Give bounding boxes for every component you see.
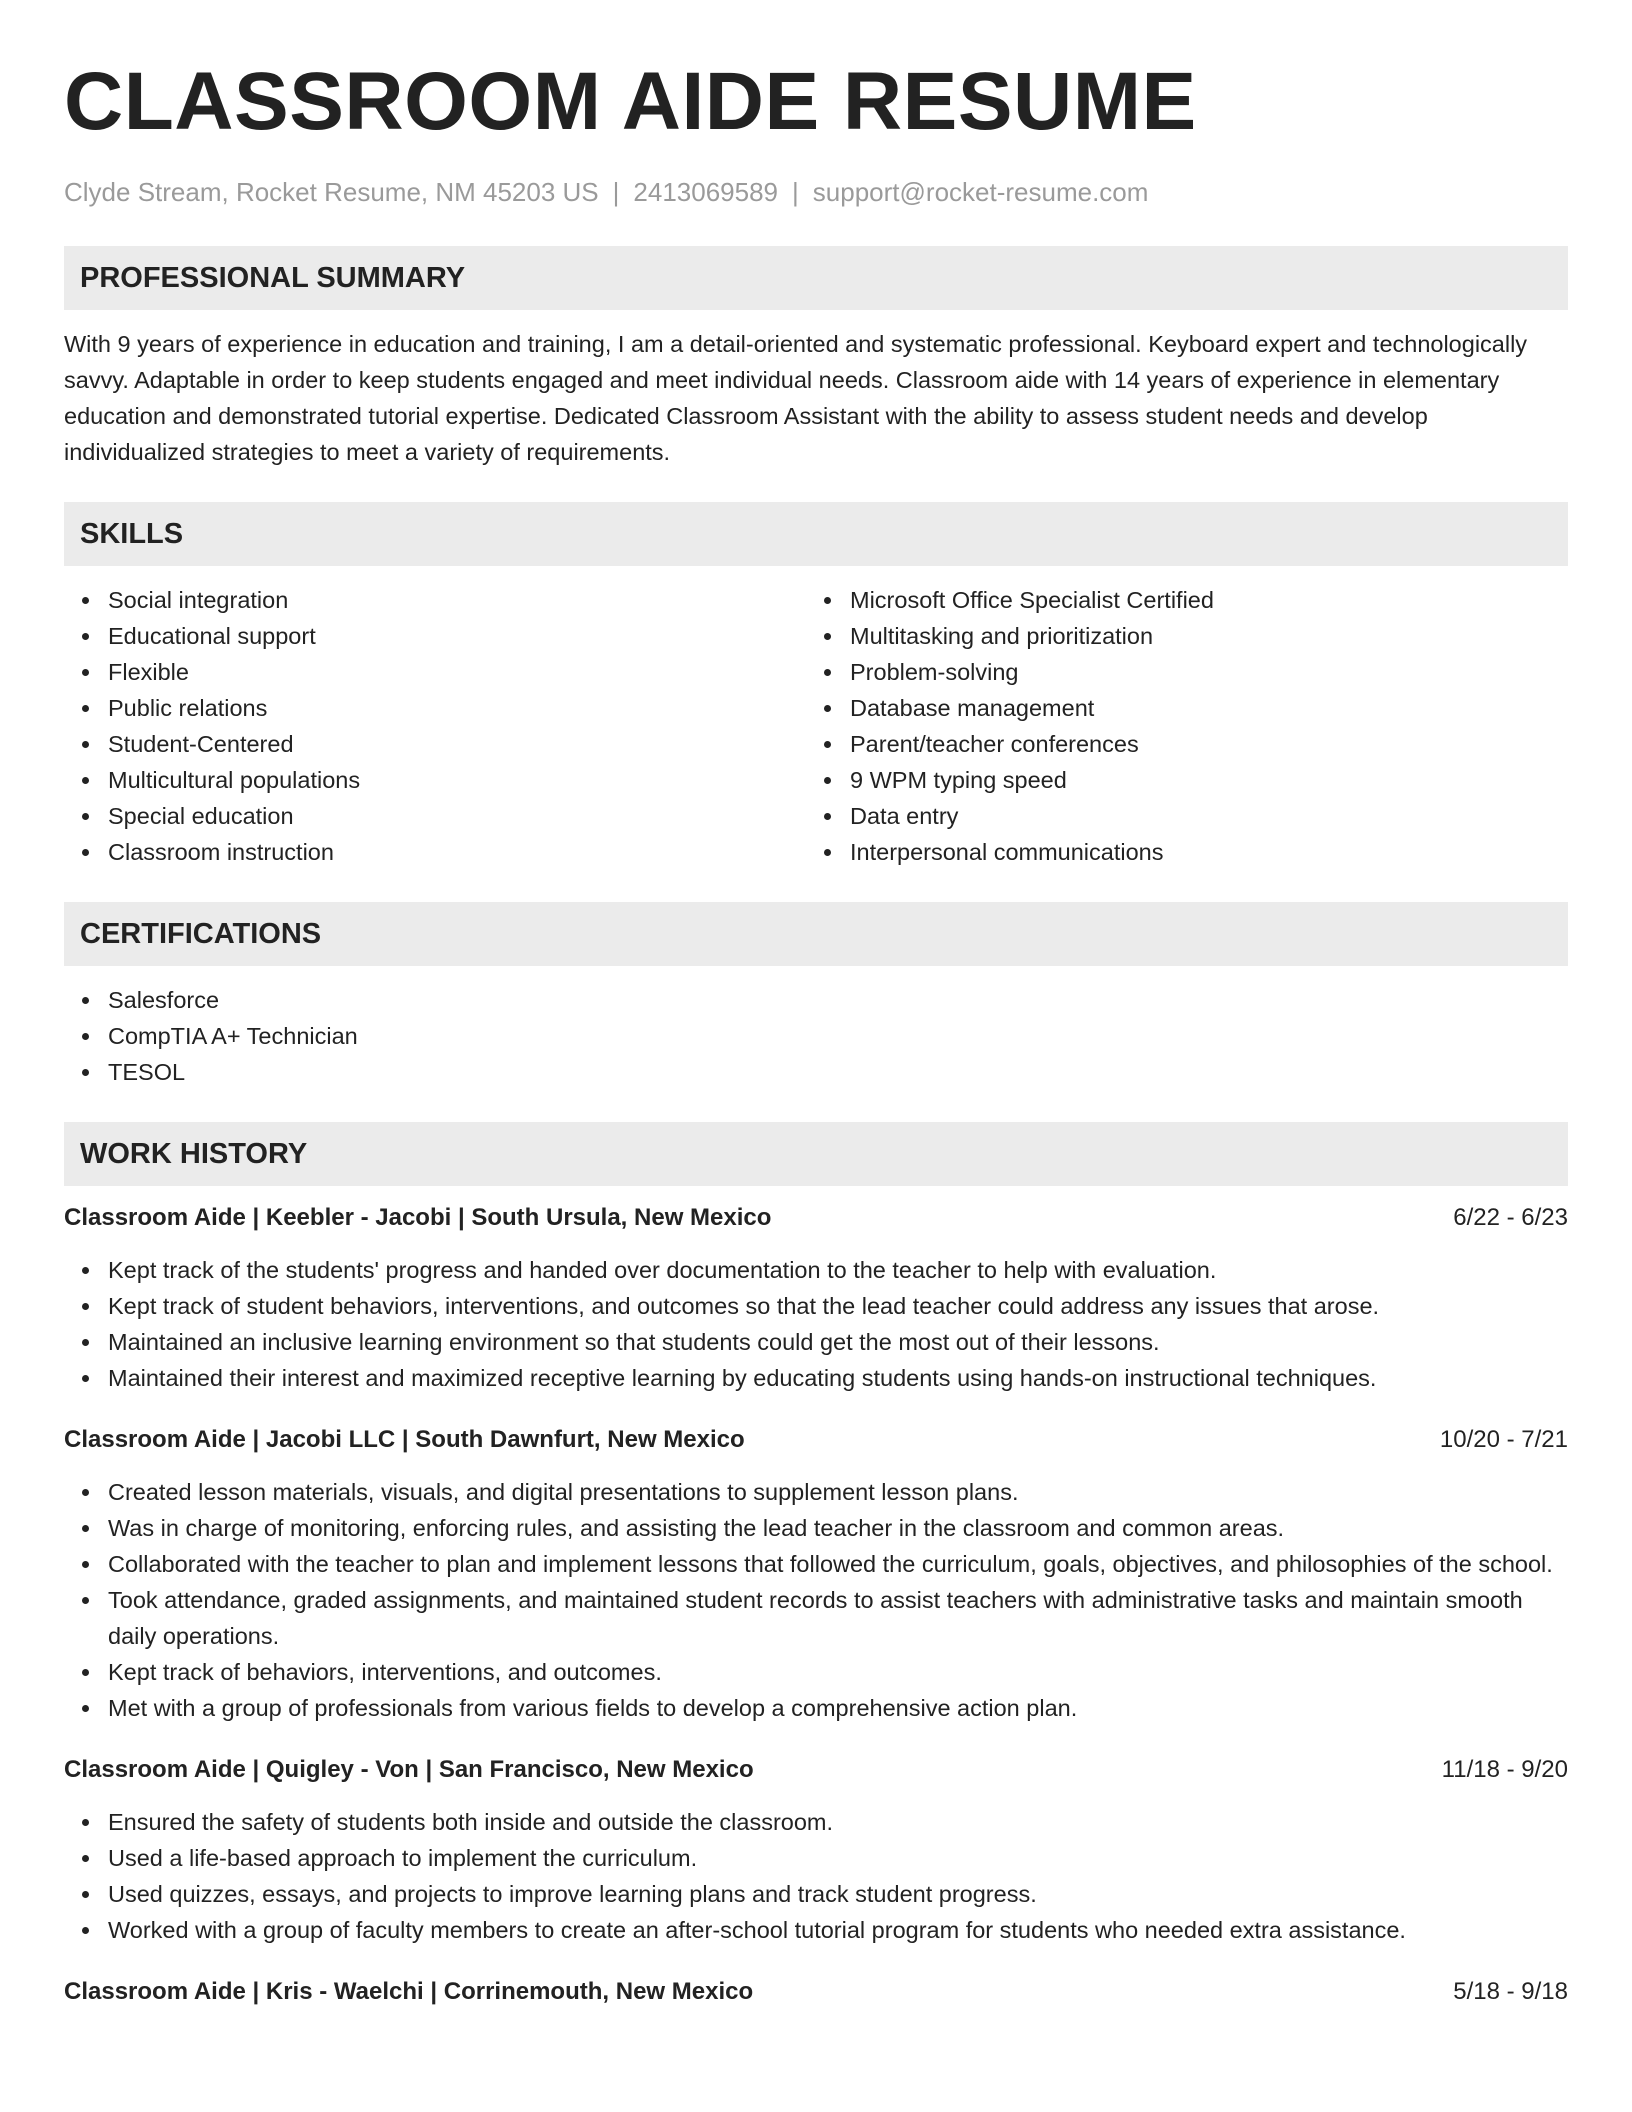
- job-bullet: Was in charge of monitoring, enforcing rules, and assisting the lead teacher in the classroom and common areas.: [108, 1510, 1568, 1546]
- job-dates: 6/22 - 6/23: [1453, 1204, 1568, 1231]
- summary-section: [64, 246, 1568, 470]
- skills-list-right: [806, 582, 1548, 870]
- job-entry: [64, 1974, 1568, 2010]
- skill-item: Parent/teacher conferences: [850, 726, 1548, 762]
- job-bullet: Met with a group of professionals from various fields to develop a comprehensive action plan.: [108, 1690, 1568, 1726]
- job-dates: 5/18 - 9/18: [1453, 1978, 1568, 2005]
- work-history-jobs: [64, 1200, 1568, 2010]
- job-entry: [64, 1200, 1568, 1396]
- skill-item: Multitasking and prioritization: [850, 618, 1548, 654]
- job-bullet: Worked with a group of faculty members to create an after-school tutorial program for students who needed extra assistance.: [108, 1912, 1568, 1948]
- skill-item: 9 WPM typing speed: [850, 762, 1548, 798]
- summary-heading: PROFESSIONAL SUMMARY: [64, 246, 1568, 310]
- contact-separator: |: [612, 177, 620, 207]
- contact-phone: 2413069589: [633, 177, 779, 207]
- skill-item: Educational support: [108, 618, 806, 654]
- certifications-heading: CERTIFICATIONS: [64, 902, 1568, 966]
- job-bullet: Kept track of student behaviors, interventions, and outcomes so that the lead teacher could address any issues that arose.: [108, 1288, 1568, 1324]
- job-bullet: Maintained an inclusive learning environment so that students could get the most out of their lessons.: [108, 1324, 1568, 1360]
- skill-item: Special education: [108, 798, 806, 834]
- skill-item: Classroom instruction: [108, 834, 806, 870]
- contact-address: Clyde Stream, Rocket Resume, NM 45203 US: [64, 177, 599, 207]
- skill-item: Student-Centered: [108, 726, 806, 762]
- skills-column-left: [64, 582, 806, 870]
- job-dates: 11/18 - 9/20: [1441, 1756, 1568, 1783]
- certification-item: TESOL: [108, 1054, 1568, 1090]
- job-bullet: Created lesson materials, visuals, and digital presentations to supplement lesson plans.: [108, 1474, 1568, 1510]
- job-title: Classroom Aide | Quigley - Von | San Francisco, New Mexico: [64, 1756, 754, 1783]
- certifications-list: [64, 982, 1568, 1090]
- skills-column-right: [806, 582, 1548, 870]
- job-bullet: Used a life-based approach to implement the curriculum.: [108, 1840, 1568, 1876]
- job-bullet: Maintained their interest and maximized receptive learning by educating students using hands-on instructional techniques.: [108, 1360, 1568, 1396]
- job-bullets: [64, 1474, 1568, 1726]
- skill-item: Problem-solving: [850, 654, 1548, 690]
- skills-heading: SKILLS: [64, 502, 1568, 566]
- job-title: Classroom Aide | Jacobi LLC | South Dawnfurt, New Mexico: [64, 1426, 745, 1453]
- job-bullet: Collaborated with the teacher to plan and implement lessons that followed the curriculum, goals, objectives, and philosophies of the school.: [108, 1546, 1568, 1582]
- job-bullet: Kept track of the students' progress and handed over documentation to the teacher to help with evaluation.: [108, 1252, 1568, 1288]
- resume-title: CLASSROOM AIDE RESUME: [64, 56, 1197, 147]
- job-header: [64, 1422, 1568, 1458]
- skills-list-left: [64, 582, 806, 870]
- skill-item: Multicultural populations: [108, 762, 806, 798]
- certifications-section: [64, 902, 1568, 1090]
- job-bullets: [64, 1804, 1568, 1948]
- contact-separator: |: [792, 177, 799, 207]
- work-history-section: [64, 1122, 1568, 2010]
- job-header: [64, 1974, 1568, 2010]
- job-bullets: [64, 1252, 1568, 1396]
- certification-item: Salesforce: [108, 982, 1568, 1018]
- job-title: Classroom Aide | Keebler - Jacobi | South Ursula, New Mexico: [64, 1204, 772, 1231]
- job-bullet: Kept track of behaviors, interventions, and outcomes.: [108, 1654, 1568, 1690]
- job-header: [64, 1752, 1568, 1788]
- contact-email[interactable]: support@rocket-resume.com: [812, 177, 1149, 207]
- skill-item: Database management: [850, 690, 1548, 726]
- skills-grid: [64, 582, 1568, 870]
- job-entry: [64, 1422, 1568, 1726]
- job-bullet: Ensured the safety of students both inside and outside the classroom.: [108, 1804, 1568, 1840]
- job-title: Classroom Aide | Kris - Waelchi | Corrinemouth, New Mexico: [64, 1978, 754, 2005]
- job-dates: 10/20 - 7/21: [1439, 1426, 1568, 1453]
- job-header: [64, 1200, 1568, 1236]
- skills-section: [64, 502, 1568, 870]
- summary-text: With 9 years of experience in education and training, I am a detail-oriented and systematic professional. Keyboard expert and technologically savvy. Adaptable in order to keep students engaged and meet individual needs. Classroom aide with 14 years of experience in elementary education and demonstrated tutorial expertise. Dedicated Classroom Assistant with the ability to assess student needs and develop individualized strategies to meet a variety of requirements.: [64, 331, 1528, 465]
- skill-item: Microsoft Office Specialist Certified: [850, 582, 1548, 618]
- job-entry: [64, 1752, 1568, 1948]
- job-bullet: Used quizzes, essays, and projects to improve learning plans and track student progress.: [108, 1876, 1568, 1912]
- skill-item: Data entry: [850, 798, 1548, 834]
- work-history-heading: WORK HISTORY: [64, 1122, 1568, 1186]
- job-bullet: Took attendance, graded assignments, and maintained student records to assist teachers with administrative tasks and maintain smooth daily operations.: [108, 1582, 1568, 1654]
- skill-item: Public relations: [108, 690, 806, 726]
- skill-item: Social integration: [108, 582, 806, 618]
- skill-item: Interpersonal communications: [850, 834, 1548, 870]
- skill-item: Flexible: [108, 654, 806, 690]
- certification-item: CompTIA A+ Technician: [108, 1018, 1568, 1054]
- contact-line: [64, 176, 1568, 208]
